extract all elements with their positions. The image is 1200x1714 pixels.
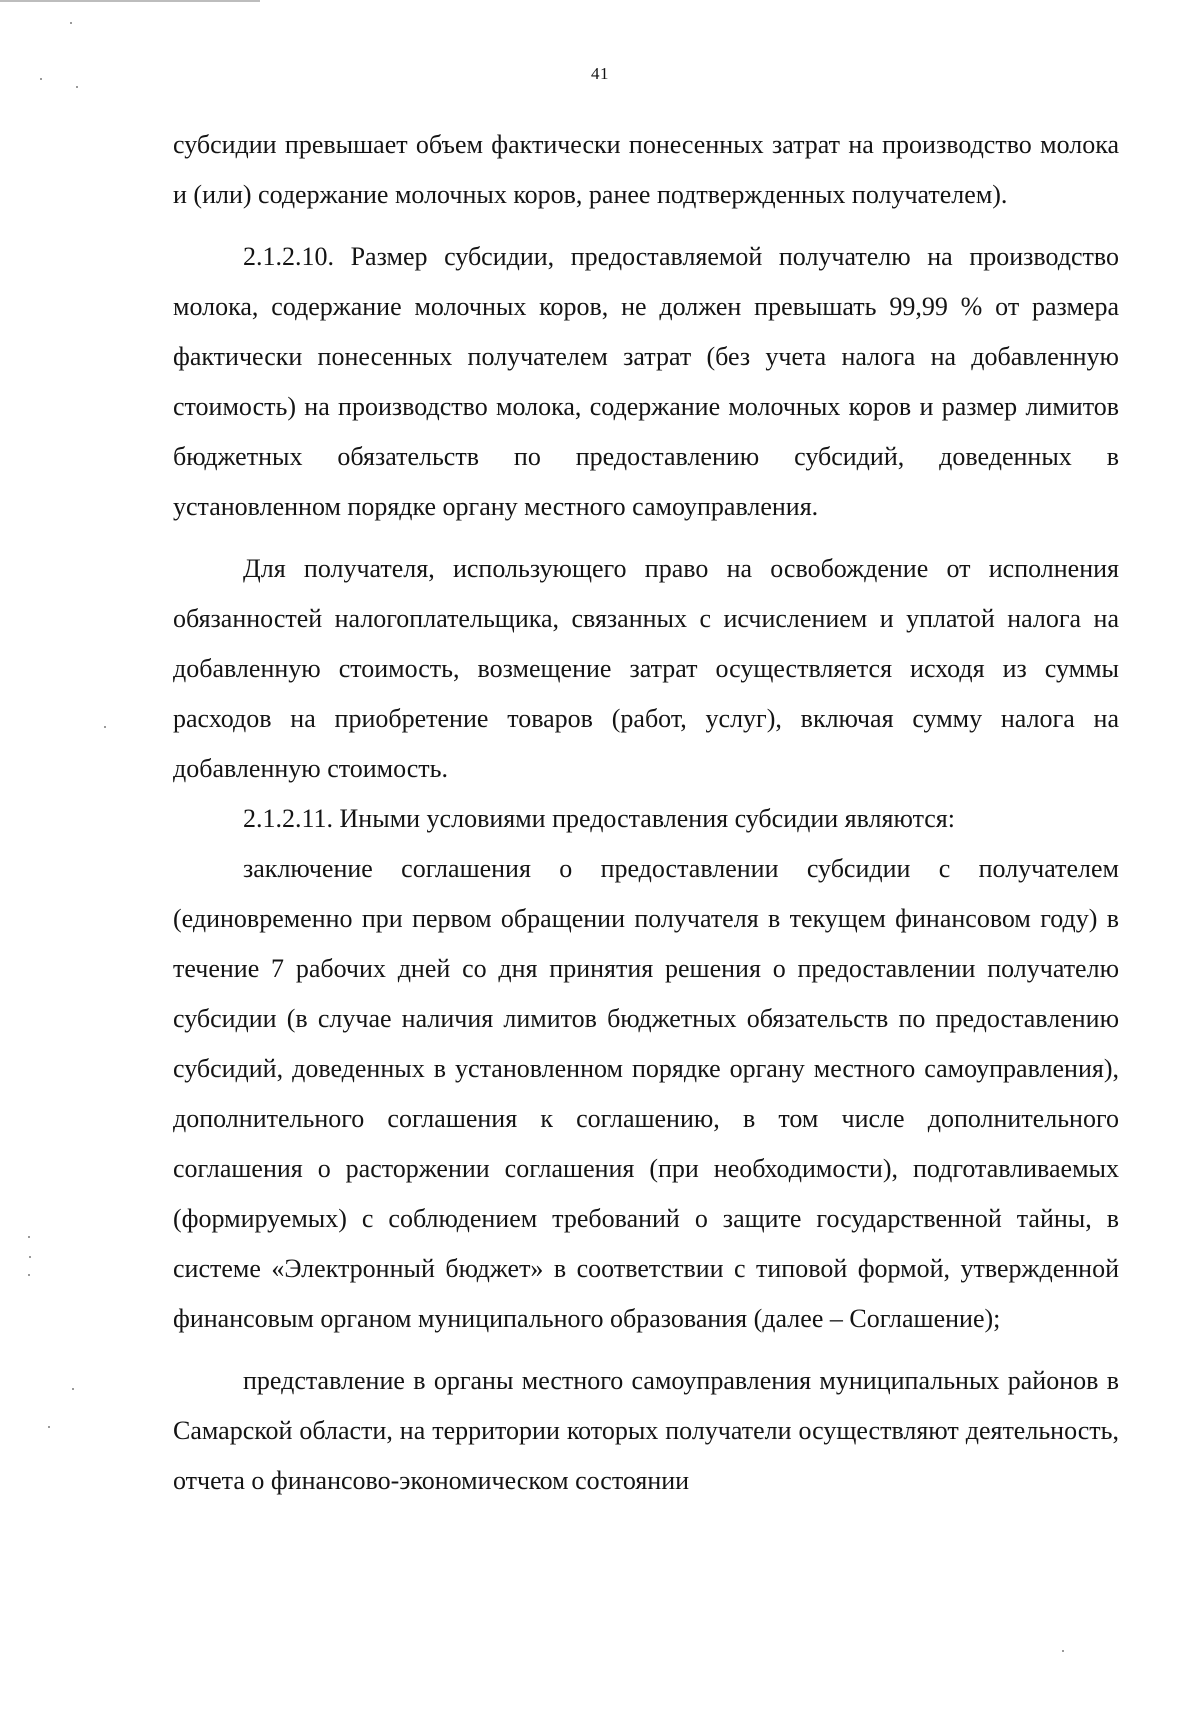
paragraph-agreement: заключение соглашения о предоставлении субсидии с получателем (единовременно при первом обращении получателя в текущем финансовом году) в течение 7 рабочих дней со дня принятия решения о предоставлении получателю субсидии (в случае наличия лимитов бюджетных обязательств по предоставлению субсидий, доведенных в установленном порядке органу местного самоуправления), дополнительного соглашения к соглашению, в том числе дополнительного соглашения о расторжении соглашения (при необходимости), подготавливаемых (формируемых) с соблюдением требований о защите государственной тайны, в системе «Электронный бюджет» в соответствии с типовой формой, утвержденной финансовым органом муниципального образования (далее – Соглашение); (173, 854, 1119, 1333)
scan-speck (40, 78, 42, 80)
paragraph-2-1-2-11: 2.1.2.11. Иными условиями предоставления субсидии являются: (243, 804, 955, 833)
scan-speck (104, 726, 106, 728)
scan-speck (28, 1236, 30, 1238)
scan-top-edge (0, 0, 260, 2)
scan-speck (29, 1256, 31, 1258)
scan-speck (72, 1388, 74, 1390)
scan-speck (28, 1274, 30, 1276)
document-body (173, 120, 1119, 1506)
paragraph-report: представление в органы местного самоуправления муниципальных районов в Самарской области, на территории которых получатели осуществляют деятельность, отчета о финансово-экономическом состоянии (173, 1366, 1119, 1495)
scan-speck (70, 22, 72, 24)
paragraph-2-1-2-10: 2.1.2.10. Размер субсидии, предоставляемой получателю на производство молока, содержание молочных коров, не должен превышать 99,99 % от размера фактически понесенных получателем затрат (без учета налога на добавленную стоимость) на производство молока, содержание молочных коров и размер лимитов бюджетных обязательств по предоставлению субсидий, доведенных в установленном порядке органу местного самоуправления. (173, 242, 1119, 521)
page-number: 41 (591, 64, 609, 83)
paragraph-vat-exemption: Для получателя, использующего право на освобождение от исполнения обязанностей налогоплательщика, связанных с исчислением и уплатой налога на добавленную стоимость, возмещение затрат осуществляется исходя из суммы расходов на приобретение товаров (работ, услуг), включая сумму налога на добавленную стоимость. (173, 554, 1119, 783)
paragraph-continuation: субсидии превышает объем фактически понесенных затрат на производство молока и (или) содержание молочных коров, ранее подтвержденных получателем). (173, 130, 1119, 209)
scan-speck (76, 86, 78, 88)
scan-speck (1062, 1650, 1064, 1652)
scan-speck (48, 1426, 50, 1428)
